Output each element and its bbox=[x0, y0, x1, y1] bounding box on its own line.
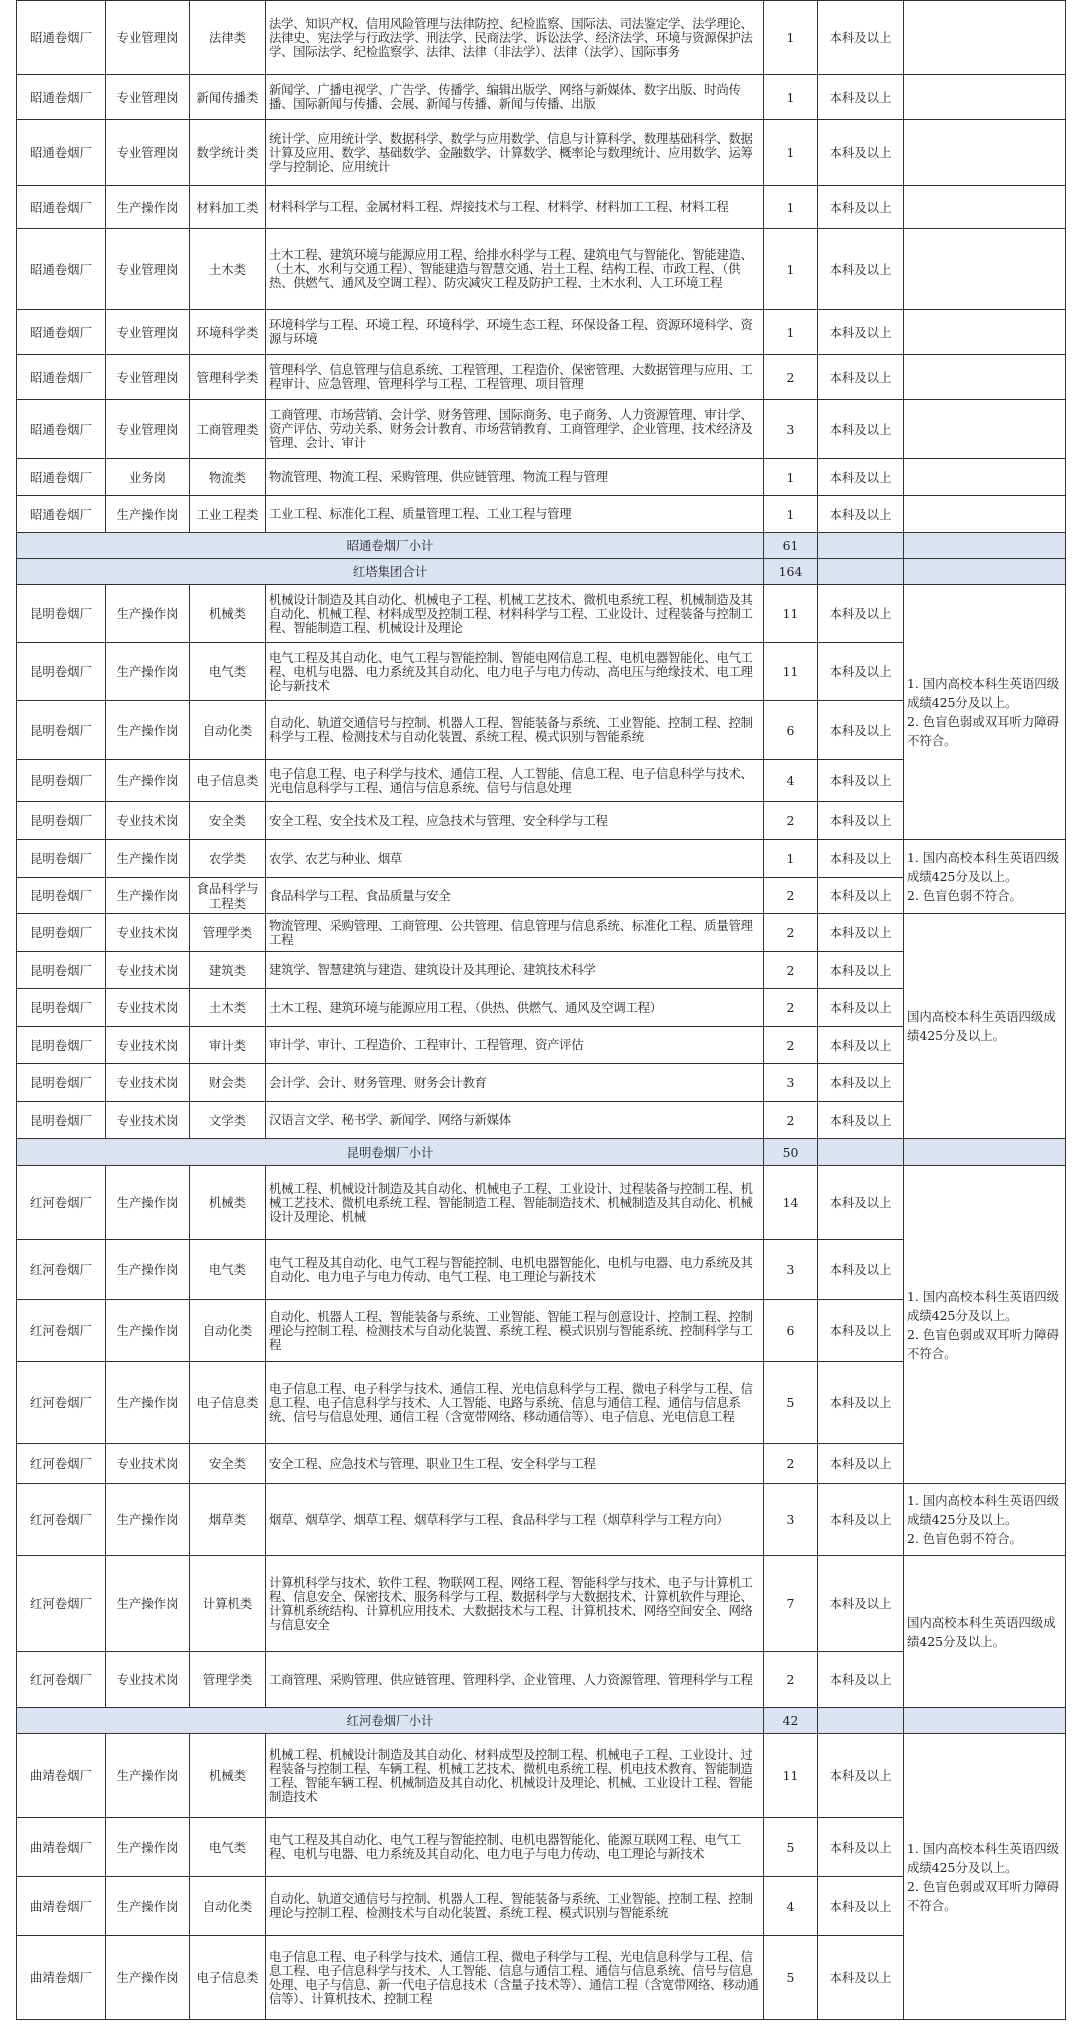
education-cell: 本科及以上 bbox=[818, 355, 904, 400]
education-cell: 本科及以上 bbox=[818, 1877, 904, 1936]
headcount-cell: 6 bbox=[764, 1300, 818, 1362]
education-cell: 本科及以上 bbox=[818, 1484, 904, 1556]
education-cell: 本科及以上 bbox=[818, 1166, 904, 1240]
table-row bbox=[17, 229, 1066, 310]
unit-cell: 昭通卷烟厂 bbox=[17, 1, 106, 75]
headcount-cell: 2 bbox=[764, 1102, 818, 1139]
majors-cell: 工商管理、采购管理、供应链管理、管理科学、企业管理、人力资源管理、管理科学与工程 bbox=[266, 1652, 764, 1708]
headcount-cell: 1 bbox=[764, 229, 818, 310]
unit-cell: 昆明卷烟厂 bbox=[17, 701, 106, 760]
post-type-cell: 生产操作岗 bbox=[106, 496, 190, 533]
subtotal-blank-cell bbox=[904, 1708, 1066, 1734]
education-cell: 本科及以上 bbox=[818, 1, 904, 75]
majors-cell: 统计学、应用统计学、数据科学、数学与应用数学、信息与计算科学、数理基础科学、数据计算及应用、数学、基础数学、金融数学、计算数学、概率论与数理统计、应用数学、运筹学与控制论、应用统计 bbox=[266, 120, 764, 186]
headcount-cell: 4 bbox=[764, 1877, 818, 1936]
headcount-cell: 2 bbox=[764, 802, 818, 840]
subtotal-count: 42 bbox=[764, 1708, 818, 1734]
majors-cell: 电气工程及其自动化、电气工程与智能控制、电机电器智能化、能源互联网工程、电气工程、电机与电器、电力系统及其自动化、电力电子与电力传动、电工理论与新技术 bbox=[266, 1818, 764, 1877]
subtotal-blank-cell bbox=[818, 1139, 904, 1166]
requirements-cell bbox=[904, 120, 1066, 186]
post-type-cell: 专业管理岗 bbox=[106, 1, 190, 75]
post-type-cell: 生产操作岗 bbox=[106, 1240, 190, 1300]
post-type-cell: 生产操作岗 bbox=[106, 840, 190, 878]
table-row bbox=[17, 914, 1066, 952]
education-cell: 本科及以上 bbox=[818, 1936, 904, 2020]
headcount-cell: 2 bbox=[764, 989, 818, 1027]
major-category-cell: 电气类 bbox=[190, 1240, 266, 1300]
requirements-cell bbox=[904, 496, 1066, 533]
post-type-cell: 业务岗 bbox=[106, 459, 190, 496]
unit-cell: 昭通卷烟厂 bbox=[17, 355, 106, 400]
major-category-cell: 电子信息类 bbox=[190, 1936, 266, 2020]
post-type-cell: 专业技术岗 bbox=[106, 802, 190, 840]
subtotal-blank-cell bbox=[818, 533, 904, 559]
major-category-cell: 土木类 bbox=[190, 229, 266, 310]
major-category-cell: 农学类 bbox=[190, 840, 266, 878]
unit-cell: 红河卷烟厂 bbox=[17, 1362, 106, 1444]
major-category-cell: 数学统计类 bbox=[190, 120, 266, 186]
post-type-cell: 生产操作岗 bbox=[106, 1556, 190, 1652]
headcount-cell: 1 bbox=[764, 840, 818, 878]
headcount-cell: 2 bbox=[764, 878, 818, 914]
requirements-cell: 1. 国内高校本科生英语四级成绩425分及以上。 2. 色盲色弱或双耳听力障碍不符合。 bbox=[904, 585, 1066, 840]
majors-cell: 机械工程、机械设计制造及其自动化、材料成型及控制工程、机械电子工程、工业设计、过程装备与控制工程、车辆工程、机械工艺技术、微机电系统工程、机电技术教育、智能制造工程、智能车辆工程、机械制造及其自动化、机械设计及理论、机械、工业设计工程、智能制造技术 bbox=[266, 1734, 764, 1818]
subtotal-blank-cell bbox=[818, 559, 904, 585]
post-type-cell: 生产操作岗 bbox=[106, 1166, 190, 1240]
post-type-cell: 生产操作岗 bbox=[106, 186, 190, 229]
unit-cell: 昭通卷烟厂 bbox=[17, 229, 106, 310]
table-row bbox=[17, 1556, 1066, 1652]
post-type-cell: 生产操作岗 bbox=[106, 1877, 190, 1936]
majors-cell: 工商管理、市场营销、会计学、财务管理、国际商务、电子商务、人力资源管理、审计学、资产评估、劳动关系、财务会计教育、市场营销教育、工商管理学、企业管理、技术经济及管理、会计、审计 bbox=[266, 400, 764, 459]
major-category-cell: 法律类 bbox=[190, 1, 266, 75]
major-category-cell: 土木类 bbox=[190, 989, 266, 1027]
table-row bbox=[17, 75, 1066, 120]
post-type-cell: 生产操作岗 bbox=[106, 643, 190, 701]
majors-cell: 法学、知识产权、信用风险管理与法律防控、纪检监察、国际法、司法鉴定学、法学理论、法律史、宪法学与行政法学、刑法学、民商法学、诉讼法学、经济法学、环境与资源保护法学、国际法学、纪检监察学、法律、法律（非法学）、法律（法学）、国际事务 bbox=[266, 1, 764, 75]
education-cell: 本科及以上 bbox=[818, 643, 904, 701]
education-cell: 本科及以上 bbox=[818, 120, 904, 186]
unit-cell: 红河卷烟厂 bbox=[17, 1240, 106, 1300]
education-cell: 本科及以上 bbox=[818, 1556, 904, 1652]
requirements-cell: 1. 国内高校本科生英语四级成绩425分及以上。 2. 色盲色弱或双耳听力障碍不符合。 bbox=[904, 1734, 1066, 2020]
education-cell: 本科及以上 bbox=[818, 1818, 904, 1877]
major-category-cell: 机械类 bbox=[190, 585, 266, 643]
education-cell: 本科及以上 bbox=[818, 1240, 904, 1300]
table-row bbox=[17, 1484, 1066, 1556]
education-cell: 本科及以上 bbox=[818, 1102, 904, 1139]
unit-cell: 红河卷烟厂 bbox=[17, 1444, 106, 1484]
education-cell: 本科及以上 bbox=[818, 400, 904, 459]
education-cell: 本科及以上 bbox=[818, 878, 904, 914]
unit-cell: 昆明卷烟厂 bbox=[17, 840, 106, 878]
major-category-cell: 工业工程类 bbox=[190, 496, 266, 533]
headcount-cell: 3 bbox=[764, 1240, 818, 1300]
education-cell: 本科及以上 bbox=[818, 1027, 904, 1064]
headcount-cell: 5 bbox=[764, 1936, 818, 2020]
table-row bbox=[17, 585, 1066, 643]
subtotal-label: 昆明卷烟厂小计 bbox=[17, 1139, 764, 1166]
unit-cell: 昆明卷烟厂 bbox=[17, 1102, 106, 1139]
majors-cell: 环境科学与工程、环境工程、环境科学、环境生态工程、环保设备工程、资源环境科学、资源与环境 bbox=[266, 310, 764, 355]
post-type-cell: 专业管理岗 bbox=[106, 229, 190, 310]
unit-cell: 昆明卷烟厂 bbox=[17, 989, 106, 1027]
subtotal-count: 50 bbox=[764, 1139, 818, 1166]
requirements-cell bbox=[904, 229, 1066, 310]
post-type-cell: 生产操作岗 bbox=[106, 701, 190, 760]
education-cell: 本科及以上 bbox=[818, 760, 904, 802]
headcount-cell: 2 bbox=[764, 355, 818, 400]
table-row bbox=[17, 120, 1066, 186]
subtotal-count: 61 bbox=[764, 533, 818, 559]
unit-cell: 红河卷烟厂 bbox=[17, 1484, 106, 1556]
education-cell: 本科及以上 bbox=[818, 1064, 904, 1102]
education-cell: 本科及以上 bbox=[818, 459, 904, 496]
majors-cell: 安全工程、应急技术与管理、职业卫生工程、安全科学与工程 bbox=[266, 1444, 764, 1484]
post-type-cell: 专业技术岗 bbox=[106, 1064, 190, 1102]
headcount-cell: 11 bbox=[764, 585, 818, 643]
table-row bbox=[17, 496, 1066, 533]
majors-cell: 安全工程、安全技术及工程、应急技术与管理、安全科学与工程 bbox=[266, 802, 764, 840]
headcount-cell: 2 bbox=[764, 1444, 818, 1484]
table-row bbox=[17, 459, 1066, 496]
headcount-cell: 1 bbox=[764, 186, 818, 229]
majors-cell: 电子信息工程、电子科学与技术、通信工程、光电信息科学与工程、微电子科学与工程、信息工程、电子信息科学与技术、人工智能、电路与系统、信息与通信工程、通信与信息系统、信号与信息处理、通信工程（含宽带网络、移动通信等）、电子信息、光电信息工程 bbox=[266, 1362, 764, 1444]
unit-cell: 昆明卷烟厂 bbox=[17, 643, 106, 701]
headcount-cell: 1 bbox=[764, 310, 818, 355]
education-cell: 本科及以上 bbox=[818, 1362, 904, 1444]
post-type-cell: 专业技术岗 bbox=[106, 1027, 190, 1064]
requirements-cell bbox=[904, 355, 1066, 400]
unit-cell: 昭通卷烟厂 bbox=[17, 496, 106, 533]
recruitment-table bbox=[16, 0, 1066, 2020]
major-category-cell: 烟草类 bbox=[190, 1484, 266, 1556]
unit-cell: 昭通卷烟厂 bbox=[17, 120, 106, 186]
unit-cell: 曲靖卷烟厂 bbox=[17, 1877, 106, 1936]
headcount-cell: 1 bbox=[764, 120, 818, 186]
majors-cell: 材料科学与工程、金属材料工程、焊接技术与工程、材料学、材料加工工程、材料工程 bbox=[266, 186, 764, 229]
majors-cell: 计算机科学与技术、软件工程、物联网工程、网络工程、智能科学与技术、电子与计算机工程、信息安全、保密技术、服务科学与工程、数据科学与大数据技术、计算机软件与理论、计算机系统结构、计算机应用技术、大数据技术与工程、计算机技术、网络空间安全、网络与信息安全 bbox=[266, 1556, 764, 1652]
table-row bbox=[17, 1, 1066, 75]
education-cell: 本科及以上 bbox=[818, 1444, 904, 1484]
major-category-cell: 食品科学与工程类 bbox=[190, 878, 266, 914]
subtotal-row bbox=[17, 559, 1066, 585]
post-type-cell: 生产操作岗 bbox=[106, 1362, 190, 1444]
headcount-cell: 2 bbox=[764, 1027, 818, 1064]
post-type-cell: 专业管理岗 bbox=[106, 400, 190, 459]
post-type-cell: 专业管理岗 bbox=[106, 310, 190, 355]
post-type-cell: 生产操作岗 bbox=[106, 760, 190, 802]
majors-cell: 烟草、烟草学、烟草工程、烟草科学与工程、食品科学与工程（烟草科学与工程方向） bbox=[266, 1484, 764, 1556]
majors-cell: 机械工程、机械设计制造及其自动化、机械电子工程、工业设计、过程装备与控制工程、机械工艺技术、微机电系统工程、智能制造工程、智能制造技术、机械制造及其自动化、机械设计及理论、机械 bbox=[266, 1166, 764, 1240]
unit-cell: 昆明卷烟厂 bbox=[17, 1027, 106, 1064]
post-type-cell: 生产操作岗 bbox=[106, 585, 190, 643]
majors-cell: 新闻学、广播电视学、广告学、传播学、编辑出版学、网络与新媒体、数字出版、时尚传播、国际新闻与传播、会展、新闻与传播、新闻与传播、出版 bbox=[266, 75, 764, 120]
major-category-cell: 自动化类 bbox=[190, 1300, 266, 1362]
major-category-cell: 物流类 bbox=[190, 459, 266, 496]
post-type-cell: 专业管理岗 bbox=[106, 355, 190, 400]
post-type-cell: 生产操作岗 bbox=[106, 1818, 190, 1877]
headcount-cell: 1 bbox=[764, 75, 818, 120]
major-category-cell: 安全类 bbox=[190, 1444, 266, 1484]
education-cell: 本科及以上 bbox=[818, 229, 904, 310]
unit-cell: 昆明卷烟厂 bbox=[17, 802, 106, 840]
table-row bbox=[17, 355, 1066, 400]
major-category-cell: 工商管理类 bbox=[190, 400, 266, 459]
post-type-cell: 专业管理岗 bbox=[106, 75, 190, 120]
majors-cell: 电子信息工程、电子科学与技术、通信工程、人工智能、信息工程、电子信息科学与技术、光电信息科学与工程、通信与信息系统、信号与信息处理 bbox=[266, 760, 764, 802]
majors-cell: 建筑学、智慧建筑与建造、建筑设计及其理论、建筑技术科学 bbox=[266, 952, 764, 989]
education-cell: 本科及以上 bbox=[818, 75, 904, 120]
education-cell: 本科及以上 bbox=[818, 840, 904, 878]
post-type-cell: 专业技术岗 bbox=[106, 914, 190, 952]
major-category-cell: 自动化类 bbox=[190, 701, 266, 760]
major-category-cell: 材料加工类 bbox=[190, 186, 266, 229]
education-cell: 本科及以上 bbox=[818, 496, 904, 533]
unit-cell: 红河卷烟厂 bbox=[17, 1166, 106, 1240]
unit-cell: 昆明卷烟厂 bbox=[17, 952, 106, 989]
majors-cell: 农学、农艺与种业、烟草 bbox=[266, 840, 764, 878]
majors-cell: 自动化、轨道交通信号与控制、机器人工程、智能装备与系统、工业智能、控制工程、控制理论与控制工程、检测技术与自动化装置、系统工程、模式识别与智能系统 bbox=[266, 1877, 764, 1936]
major-category-cell: 建筑类 bbox=[190, 952, 266, 989]
headcount-cell: 3 bbox=[764, 400, 818, 459]
subtotal-blank-cell bbox=[818, 1708, 904, 1734]
majors-cell: 汉语言文学、秘书学、新闻学、网络与新媒体 bbox=[266, 1102, 764, 1139]
post-type-cell: 专业技术岗 bbox=[106, 989, 190, 1027]
major-category-cell: 电子信息类 bbox=[190, 1362, 266, 1444]
major-category-cell: 管理学类 bbox=[190, 1652, 266, 1708]
subtotal-row bbox=[17, 1139, 1066, 1166]
table-row bbox=[17, 400, 1066, 459]
headcount-cell: 3 bbox=[764, 1064, 818, 1102]
post-type-cell: 生产操作岗 bbox=[106, 1936, 190, 2020]
post-type-cell: 专业管理岗 bbox=[106, 120, 190, 186]
education-cell: 本科及以上 bbox=[818, 802, 904, 840]
education-cell: 本科及以上 bbox=[818, 310, 904, 355]
unit-cell: 昆明卷烟厂 bbox=[17, 914, 106, 952]
majors-cell: 物流管理、采购管理、工商管理、公共管理、信息管理与信息系统、标准化工程、质量管理工程 bbox=[266, 914, 764, 952]
post-type-cell: 生产操作岗 bbox=[106, 878, 190, 914]
major-category-cell: 机械类 bbox=[190, 1166, 266, 1240]
unit-cell: 昭通卷烟厂 bbox=[17, 400, 106, 459]
majors-cell: 物流管理、物流工程、采购管理、供应链管理、物流工程与管理 bbox=[266, 459, 764, 496]
subtotal-blank-cell bbox=[904, 533, 1066, 559]
table-row bbox=[17, 1166, 1066, 1240]
major-category-cell: 环境科学类 bbox=[190, 310, 266, 355]
headcount-cell: 2 bbox=[764, 1652, 818, 1708]
headcount-cell: 1 bbox=[764, 459, 818, 496]
unit-cell: 曲靖卷烟厂 bbox=[17, 1734, 106, 1818]
headcount-cell: 11 bbox=[764, 1734, 818, 1818]
post-type-cell: 生产操作岗 bbox=[106, 1300, 190, 1362]
post-type-cell: 专业技术岗 bbox=[106, 1102, 190, 1139]
majors-cell: 管理科学、信息管理与信息系统、工程管理、工程造价、保密管理、大数据管理与应用、工程审计、应急管理、管理科学与工程、工程管理、项目管理 bbox=[266, 355, 764, 400]
education-cell: 本科及以上 bbox=[818, 701, 904, 760]
unit-cell: 昆明卷烟厂 bbox=[17, 585, 106, 643]
unit-cell: 昭通卷烟厂 bbox=[17, 75, 106, 120]
education-cell: 本科及以上 bbox=[818, 952, 904, 989]
major-category-cell: 财会类 bbox=[190, 1064, 266, 1102]
major-category-cell: 电气类 bbox=[190, 1818, 266, 1877]
headcount-cell: 7 bbox=[764, 1556, 818, 1652]
requirements-cell: 1. 国内高校本科生英语四级成绩425分及以上。 2. 色盲色弱不符合。 bbox=[904, 1484, 1066, 1556]
requirements-cell bbox=[904, 400, 1066, 459]
subtotal-row bbox=[17, 533, 1066, 559]
headcount-cell: 4 bbox=[764, 760, 818, 802]
education-cell: 本科及以上 bbox=[818, 1300, 904, 1362]
requirements-cell: 1. 国内高校本科生英语四级成绩425分及以上。 2. 色盲色弱或双耳听力障碍不符合。 bbox=[904, 1166, 1066, 1484]
headcount-cell: 5 bbox=[764, 1818, 818, 1877]
unit-cell: 红河卷烟厂 bbox=[17, 1300, 106, 1362]
majors-cell: 会计学、会计、财务管理、财务会计教育 bbox=[266, 1064, 764, 1102]
table-row bbox=[17, 1734, 1066, 1818]
education-cell: 本科及以上 bbox=[818, 914, 904, 952]
major-category-cell: 电子信息类 bbox=[190, 760, 266, 802]
majors-cell: 电气工程及其自动化、电气工程与智能控制、智能电网信息工程、电机电器智能化、电气工程、电机与电器、电力系统及其自动化、电力电子与电力传动、高电压与绝缘技术、电工理论与新技术 bbox=[266, 643, 764, 701]
majors-cell: 自动化、轨道交通信号与控制、机器人工程、智能装备与系统、工业智能、控制工程、控制科学与工程、检测技术与自动化装置、系统工程、模式识别与智能系统 bbox=[266, 701, 764, 760]
table-row bbox=[17, 840, 1066, 878]
post-type-cell: 生产操作岗 bbox=[106, 1734, 190, 1818]
education-cell: 本科及以上 bbox=[818, 1652, 904, 1708]
table-row bbox=[17, 186, 1066, 229]
unit-cell: 红河卷烟厂 bbox=[17, 1652, 106, 1708]
majors-cell: 审计学、审计、工程造价、工程审计、工程管理、资产评估 bbox=[266, 1027, 764, 1064]
subtotal-label: 红河卷烟厂小计 bbox=[17, 1708, 764, 1734]
major-category-cell: 安全类 bbox=[190, 802, 266, 840]
requirements-cell bbox=[904, 75, 1066, 120]
unit-cell: 曲靖卷烟厂 bbox=[17, 1818, 106, 1877]
subtotal-blank-cell bbox=[904, 1139, 1066, 1166]
headcount-cell: 1 bbox=[764, 1, 818, 75]
majors-cell: 电气工程及其自动化、电气工程与智能控制、电机电器智能化、电机与电器、电力系统及其自动化、电力电子与电力传动、电气工程、电工理论与新技术 bbox=[266, 1240, 764, 1300]
major-category-cell: 管理学类 bbox=[190, 914, 266, 952]
majors-cell: 电子信息工程、电子科学与技术、通信工程、微电子科学与工程、光电信息科学与工程、信息工程、电子信息科学与技术、人工智能、信息与通信工程、通信与信息系统、信号与信息处理、电子与信息、新一代电子信息技术（含量子技术等）、通信工程（含宽带网络、移动通信等）、计算机技术、控制工程 bbox=[266, 1936, 764, 2020]
requirements-cell: 1. 国内高校本科生英语四级成绩425分及以上。 2. 色盲色弱不符合。 bbox=[904, 840, 1066, 914]
majors-cell: 土木工程、建筑环境与能源应用工程、（供热、供燃气、通风及空调工程） bbox=[266, 989, 764, 1027]
unit-cell: 昆明卷烟厂 bbox=[17, 1064, 106, 1102]
requirements-cell: 国内高校本科生英语四级成绩425分及以上。 bbox=[904, 1556, 1066, 1708]
requirements-cell bbox=[904, 186, 1066, 229]
major-category-cell: 审计类 bbox=[190, 1027, 266, 1064]
majors-cell: 土木工程、建筑环境与能源应用工程、给排水科学与工程、建筑电气与智能化、智能建造、（土木、水利与交通工程）、智能建造与智慧交通、岩土工程、结构工程、市政工程、（供热、供燃气、通风及空调工程）、防灾减灾工程及防护工程、土木水利、人工环境工程 bbox=[266, 229, 764, 310]
requirements-cell: 国内高校本科生英语四级成绩425分及以上。 bbox=[904, 914, 1066, 1139]
unit-cell: 昭通卷烟厂 bbox=[17, 186, 106, 229]
headcount-cell: 5 bbox=[764, 1362, 818, 1444]
headcount-cell: 2 bbox=[764, 952, 818, 989]
headcount-cell: 1 bbox=[764, 496, 818, 533]
unit-cell: 昭通卷烟厂 bbox=[17, 310, 106, 355]
unit-cell: 红河卷烟厂 bbox=[17, 1556, 106, 1652]
post-type-cell: 生产操作岗 bbox=[106, 1484, 190, 1556]
post-type-cell: 专业技术岗 bbox=[106, 1652, 190, 1708]
headcount-cell: 6 bbox=[764, 701, 818, 760]
unit-cell: 昭通卷烟厂 bbox=[17, 459, 106, 496]
major-category-cell: 管理科学类 bbox=[190, 355, 266, 400]
major-category-cell: 新闻传播类 bbox=[190, 75, 266, 120]
requirements-cell bbox=[904, 1, 1066, 75]
majors-cell: 食品科学与工程、食品质量与安全 bbox=[266, 878, 764, 914]
subtotal-blank-cell bbox=[904, 559, 1066, 585]
subtotal-count: 164 bbox=[764, 559, 818, 585]
majors-cell: 自动化、机器人工程、智能装备与系统、工业智能、智能工程与创意设计、控制工程、控制理论与控制工程、检测技术与自动化装置、系统工程、模式识别与智能系统、控制科学与工程 bbox=[266, 1300, 764, 1362]
education-cell: 本科及以上 bbox=[818, 989, 904, 1027]
subtotal-label: 昭通卷烟厂小计 bbox=[17, 533, 764, 559]
requirements-cell bbox=[904, 459, 1066, 496]
subtotal-row bbox=[17, 1708, 1066, 1734]
post-type-cell: 专业技术岗 bbox=[106, 952, 190, 989]
unit-cell: 昆明卷烟厂 bbox=[17, 760, 106, 802]
headcount-cell: 14 bbox=[764, 1166, 818, 1240]
requirements-cell bbox=[904, 310, 1066, 355]
major-category-cell: 机械类 bbox=[190, 1734, 266, 1818]
headcount-cell: 3 bbox=[764, 1484, 818, 1556]
majors-cell: 机械设计制造及其自动化、机械电子工程、机械工艺技术、微机电系统工程、机械制造及其自动化、机械工程、材料成型及控制工程、材料科学与工程、工业设计、过程装备与控制工程、智能制造工程、机械设计及理论 bbox=[266, 585, 764, 643]
table-row bbox=[17, 310, 1066, 355]
education-cell: 本科及以上 bbox=[818, 186, 904, 229]
unit-cell: 曲靖卷烟厂 bbox=[17, 1936, 106, 2020]
major-category-cell: 电气类 bbox=[190, 643, 266, 701]
major-category-cell: 文学类 bbox=[190, 1102, 266, 1139]
major-category-cell: 自动化类 bbox=[190, 1877, 266, 1936]
majors-cell: 工业工程、标准化工程、质量管理工程、工业工程与管理 bbox=[266, 496, 764, 533]
headcount-cell: 11 bbox=[764, 643, 818, 701]
subtotal-label: 红塔集团合计 bbox=[17, 559, 764, 585]
education-cell: 本科及以上 bbox=[818, 585, 904, 643]
unit-cell: 昆明卷烟厂 bbox=[17, 878, 106, 914]
headcount-cell: 2 bbox=[764, 914, 818, 952]
major-category-cell: 计算机类 bbox=[190, 1556, 266, 1652]
education-cell: 本科及以上 bbox=[818, 1734, 904, 1818]
post-type-cell: 专业技术岗 bbox=[106, 1444, 190, 1484]
